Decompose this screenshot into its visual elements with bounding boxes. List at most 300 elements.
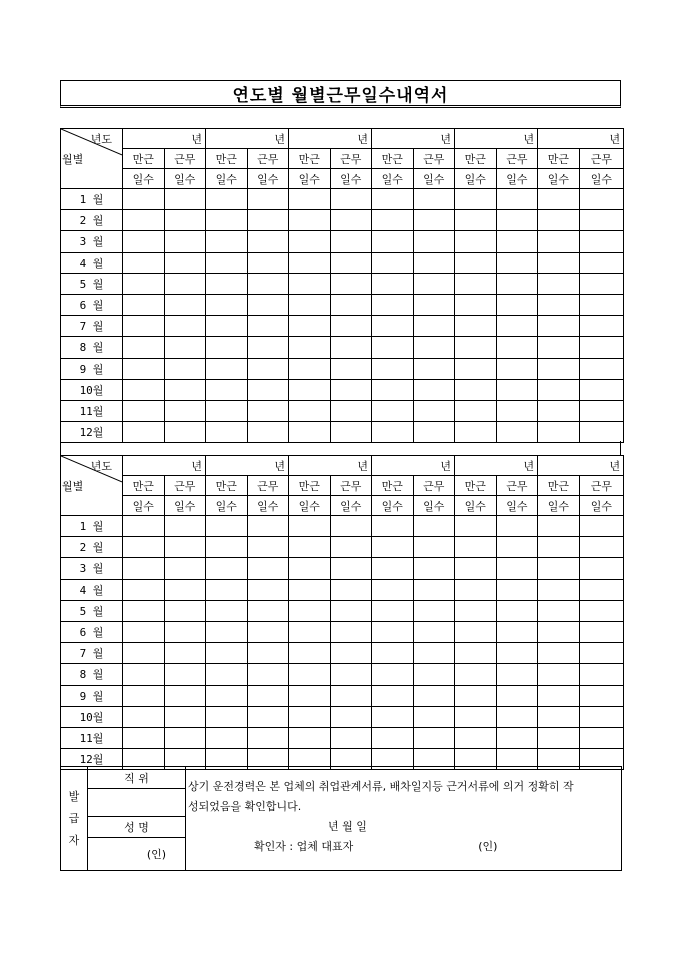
day-count-cell[interactable] bbox=[123, 210, 165, 231]
day-count-cell[interactable] bbox=[455, 685, 497, 706]
day-count-cell[interactable] bbox=[372, 579, 414, 600]
month-row bbox=[61, 600, 624, 621]
day-count-cell[interactable] bbox=[372, 727, 414, 748]
day-count-cell[interactable] bbox=[123, 358, 165, 379]
day-count-cell[interactable] bbox=[413, 273, 455, 294]
day-count-cell[interactable] bbox=[289, 600, 331, 621]
day-count-cell[interactable] bbox=[330, 537, 372, 558]
day-count-cell[interactable] bbox=[289, 537, 331, 558]
day-count-cell[interactable] bbox=[164, 600, 206, 621]
day-count-cell[interactable] bbox=[372, 706, 414, 727]
day-count-cell[interactable] bbox=[496, 379, 538, 400]
day-count-cell[interactable] bbox=[579, 358, 624, 379]
day-count-cell[interactable] bbox=[496, 664, 538, 685]
day-count-cell[interactable] bbox=[289, 210, 331, 231]
day-count-cell[interactable] bbox=[123, 252, 165, 273]
day-count-cell[interactable] bbox=[123, 379, 165, 400]
day-count-cell[interactable] bbox=[289, 337, 331, 358]
day-count-cell[interactable] bbox=[206, 189, 248, 210]
day-count-cell[interactable] bbox=[330, 579, 372, 600]
day-count-cell[interactable] bbox=[123, 316, 165, 337]
day-count-cell[interactable] bbox=[247, 294, 289, 315]
day-count-cell[interactable] bbox=[123, 727, 165, 748]
day-count-cell[interactable] bbox=[206, 337, 248, 358]
day-count-cell[interactable] bbox=[164, 579, 206, 600]
day-count-cell[interactable] bbox=[455, 189, 497, 210]
day-count-cell[interactable] bbox=[496, 316, 538, 337]
day-count-cell[interactable] bbox=[289, 231, 331, 252]
day-count-cell[interactable] bbox=[206, 558, 248, 579]
day-count-cell[interactable] bbox=[372, 316, 414, 337]
day-count-cell[interactable] bbox=[372, 294, 414, 315]
day-count-cell[interactable] bbox=[164, 210, 206, 231]
day-count-cell[interactable] bbox=[123, 558, 165, 579]
day-count-cell[interactable] bbox=[164, 231, 206, 252]
day-count-cell[interactable] bbox=[330, 664, 372, 685]
day-count-cell[interactable] bbox=[164, 189, 206, 210]
day-count-cell[interactable] bbox=[538, 316, 580, 337]
day-count-cell[interactable] bbox=[538, 558, 580, 579]
day-count-cell[interactable] bbox=[413, 727, 455, 748]
day-count-cell[interactable] bbox=[455, 422, 497, 443]
day-count-cell[interactable] bbox=[247, 516, 289, 537]
day-count-cell[interactable] bbox=[289, 664, 331, 685]
day-count-cell[interactable] bbox=[206, 579, 248, 600]
day-count-cell[interactable] bbox=[206, 400, 248, 421]
day-count-cell[interactable] bbox=[123, 685, 165, 706]
day-count-cell[interactable] bbox=[123, 706, 165, 727]
day-count-cell[interactable] bbox=[289, 558, 331, 579]
day-count-cell[interactable] bbox=[372, 516, 414, 537]
issuer-label-char: 급 bbox=[68, 811, 80, 825]
day-count-cell[interactable] bbox=[455, 706, 497, 727]
day-count-cell[interactable] bbox=[496, 537, 538, 558]
day-count-cell[interactable] bbox=[579, 252, 624, 273]
day-count-cell[interactable] bbox=[164, 537, 206, 558]
day-count-cell[interactable] bbox=[496, 600, 538, 621]
day-count-cell[interactable] bbox=[164, 706, 206, 727]
day-count-cell[interactable] bbox=[289, 294, 331, 315]
day-count-cell[interactable] bbox=[538, 294, 580, 315]
day-count-cell[interactable] bbox=[579, 579, 624, 600]
day-count-cell[interactable] bbox=[579, 400, 624, 421]
day-count-cell[interactable] bbox=[538, 727, 580, 748]
day-count-cell[interactable] bbox=[330, 643, 372, 664]
day-count-cell[interactable] bbox=[496, 231, 538, 252]
day-count-cell[interactable] bbox=[164, 358, 206, 379]
day-count-cell[interactable] bbox=[206, 273, 248, 294]
day-count-cell[interactable] bbox=[538, 273, 580, 294]
day-count-cell[interactable] bbox=[330, 400, 372, 421]
day-count-cell[interactable] bbox=[538, 685, 580, 706]
day-count-cell[interactable] bbox=[289, 685, 331, 706]
day-count-cell[interactable] bbox=[496, 273, 538, 294]
day-count-cell[interactable] bbox=[372, 537, 414, 558]
day-count-cell[interactable] bbox=[579, 537, 624, 558]
day-count-cell[interactable] bbox=[455, 400, 497, 421]
day-count-cell[interactable] bbox=[579, 643, 624, 664]
day-count-cell[interactable] bbox=[579, 516, 624, 537]
day-count-cell[interactable] bbox=[372, 379, 414, 400]
day-count-cell[interactable] bbox=[164, 252, 206, 273]
day-count-cell[interactable] bbox=[372, 664, 414, 685]
day-count-cell[interactable] bbox=[164, 294, 206, 315]
day-count-cell[interactable] bbox=[289, 400, 331, 421]
day-count-cell[interactable] bbox=[579, 273, 624, 294]
day-count-cell[interactable] bbox=[164, 422, 206, 443]
day-count-cell[interactable] bbox=[164, 273, 206, 294]
day-count-cell[interactable] bbox=[164, 379, 206, 400]
day-count-cell[interactable] bbox=[206, 516, 248, 537]
day-count-cell[interactable] bbox=[164, 685, 206, 706]
day-count-cell[interactable] bbox=[455, 600, 497, 621]
day-count-cell[interactable] bbox=[496, 422, 538, 443]
day-count-cell[interactable] bbox=[538, 537, 580, 558]
day-count-cell[interactable] bbox=[247, 316, 289, 337]
day-count-cell[interactable] bbox=[330, 337, 372, 358]
day-count-cell[interactable] bbox=[413, 210, 455, 231]
day-count-cell[interactable] bbox=[330, 210, 372, 231]
day-count-cell[interactable] bbox=[123, 664, 165, 685]
day-count-cell[interactable] bbox=[164, 664, 206, 685]
day-count-cell[interactable] bbox=[579, 337, 624, 358]
day-count-cell[interactable] bbox=[247, 337, 289, 358]
day-count-cell[interactable] bbox=[579, 664, 624, 685]
month-label: 월별 bbox=[62, 153, 84, 166]
day-count-cell[interactable] bbox=[496, 579, 538, 600]
full-days-header: 만근 bbox=[372, 149, 414, 169]
month-label-cell: 1 월 bbox=[61, 189, 123, 210]
day-count-cell[interactable] bbox=[455, 537, 497, 558]
day-count-cell[interactable] bbox=[247, 210, 289, 231]
day-count-cell[interactable] bbox=[247, 231, 289, 252]
day-count-cell[interactable] bbox=[372, 422, 414, 443]
day-count-cell[interactable] bbox=[496, 643, 538, 664]
month-row bbox=[61, 558, 624, 579]
day-count-cell[interactable] bbox=[206, 379, 248, 400]
day-count-cell[interactable] bbox=[413, 337, 455, 358]
day-count-cell[interactable] bbox=[413, 252, 455, 273]
day-count-cell[interactable] bbox=[289, 621, 331, 642]
day-count-cell[interactable] bbox=[330, 252, 372, 273]
day-count-cell[interactable] bbox=[372, 337, 414, 358]
day-count-cell[interactable] bbox=[538, 358, 580, 379]
day-count-cell[interactable] bbox=[330, 294, 372, 315]
day-count-cell[interactable] bbox=[538, 252, 580, 273]
day-count-cell[interactable] bbox=[579, 621, 624, 642]
day-count-cell[interactable] bbox=[538, 706, 580, 727]
day-count-cell[interactable] bbox=[123, 537, 165, 558]
day-count-cell[interactable] bbox=[164, 558, 206, 579]
day-count-cell[interactable] bbox=[247, 379, 289, 400]
month-label-cell: 9 월 bbox=[61, 685, 123, 706]
day-count-cell[interactable] bbox=[123, 273, 165, 294]
day-count-cell[interactable] bbox=[372, 600, 414, 621]
day-count-cell[interactable] bbox=[206, 600, 248, 621]
day-count-cell[interactable] bbox=[330, 621, 372, 642]
day-count-cell[interactable] bbox=[538, 337, 580, 358]
day-count-cell[interactable] bbox=[538, 516, 580, 537]
day-count-cell[interactable] bbox=[413, 516, 455, 537]
day-count-cell[interactable] bbox=[289, 422, 331, 443]
day-count-cell[interactable] bbox=[206, 210, 248, 231]
day-count-cell[interactable] bbox=[538, 621, 580, 642]
day-count-cell[interactable] bbox=[413, 621, 455, 642]
day-count-cell[interactable] bbox=[413, 558, 455, 579]
day-count-cell[interactable] bbox=[579, 316, 624, 337]
day-count-cell[interactable] bbox=[455, 252, 497, 273]
day-count-cell[interactable] bbox=[538, 189, 580, 210]
day-count-cell[interactable] bbox=[330, 358, 372, 379]
day-count-cell[interactable] bbox=[164, 516, 206, 537]
month-row bbox=[61, 231, 624, 252]
day-count-cell[interactable] bbox=[579, 210, 624, 231]
day-count-cell[interactable] bbox=[372, 643, 414, 664]
day-count-cell[interactable] bbox=[206, 316, 248, 337]
day-count-cell[interactable] bbox=[455, 643, 497, 664]
day-count-cell[interactable] bbox=[496, 189, 538, 210]
day-count-cell[interactable] bbox=[289, 252, 331, 273]
month-label-cell: 1 월 bbox=[61, 516, 123, 537]
day-count-cell[interactable] bbox=[579, 422, 624, 443]
month-row bbox=[61, 358, 624, 379]
day-count-cell[interactable] bbox=[413, 537, 455, 558]
day-count-cell[interactable] bbox=[289, 358, 331, 379]
day-count-cell[interactable] bbox=[372, 685, 414, 706]
day-count-cell[interactable] bbox=[538, 600, 580, 621]
day-count-cell[interactable] bbox=[330, 379, 372, 400]
month-label-cell: 6 월 bbox=[61, 621, 123, 642]
day-count-cell[interactable] bbox=[579, 706, 624, 727]
day-count-cell[interactable] bbox=[206, 727, 248, 748]
day-count-cell[interactable] bbox=[123, 231, 165, 252]
day-count-cell[interactable] bbox=[579, 379, 624, 400]
day-count-cell[interactable] bbox=[206, 231, 248, 252]
day-count-cell[interactable] bbox=[455, 579, 497, 600]
day-count-cell[interactable] bbox=[496, 621, 538, 642]
day-count-cell[interactable] bbox=[164, 316, 206, 337]
day-count-cell[interactable] bbox=[123, 189, 165, 210]
day-count-cell[interactable] bbox=[496, 727, 538, 748]
day-count-cell[interactable] bbox=[123, 600, 165, 621]
month-row bbox=[61, 337, 624, 358]
day-count-cell[interactable] bbox=[289, 706, 331, 727]
day-count-cell[interactable] bbox=[289, 579, 331, 600]
day-count-cell[interactable] bbox=[289, 189, 331, 210]
day-count-cell[interactable] bbox=[413, 379, 455, 400]
day-count-cell[interactable] bbox=[206, 664, 248, 685]
day-count-cell[interactable] bbox=[247, 358, 289, 379]
day-count-cell[interactable] bbox=[247, 189, 289, 210]
day-count-cell[interactable] bbox=[579, 231, 624, 252]
day-count-cell[interactable] bbox=[330, 600, 372, 621]
day-count-cell[interactable] bbox=[372, 252, 414, 273]
day-count-cell[interactable] bbox=[164, 643, 206, 664]
day-count-cell[interactable] bbox=[206, 358, 248, 379]
day-count-cell[interactable] bbox=[538, 210, 580, 231]
day-count-cell[interactable] bbox=[455, 294, 497, 315]
day-count-cell[interactable] bbox=[538, 231, 580, 252]
day-count-cell[interactable] bbox=[496, 337, 538, 358]
day-count-cell[interactable] bbox=[206, 621, 248, 642]
day-count-cell[interactable] bbox=[538, 579, 580, 600]
day-count-cell[interactable] bbox=[496, 558, 538, 579]
day-count-cell[interactable] bbox=[455, 516, 497, 537]
day-count-cell[interactable] bbox=[372, 400, 414, 421]
day-count-cell[interactable] bbox=[123, 400, 165, 421]
day-count-cell[interactable] bbox=[496, 358, 538, 379]
day-count-cell[interactable] bbox=[123, 516, 165, 537]
day-count-cell[interactable] bbox=[330, 706, 372, 727]
day-count-cell[interactable] bbox=[123, 643, 165, 664]
day-count-cell[interactable] bbox=[247, 706, 289, 727]
day-count-cell[interactable] bbox=[372, 621, 414, 642]
day-count-cell[interactable] bbox=[496, 516, 538, 537]
day-count-cell[interactable] bbox=[330, 516, 372, 537]
day-count-cell[interactable] bbox=[247, 422, 289, 443]
day-count-cell[interactable] bbox=[330, 316, 372, 337]
day-count-cell[interactable] bbox=[330, 558, 372, 579]
day-count-cell[interactable] bbox=[206, 252, 248, 273]
day-count-cell[interactable] bbox=[413, 422, 455, 443]
day-count-cell[interactable] bbox=[372, 210, 414, 231]
day-count-cell[interactable] bbox=[247, 537, 289, 558]
day-count-cell[interactable] bbox=[455, 316, 497, 337]
day-count-cell[interactable] bbox=[123, 294, 165, 315]
day-count-cell[interactable] bbox=[538, 400, 580, 421]
day-count-cell[interactable] bbox=[247, 579, 289, 600]
day-count-cell[interactable] bbox=[455, 664, 497, 685]
issuer-label-cell bbox=[61, 767, 88, 871]
day-count-cell[interactable] bbox=[289, 643, 331, 664]
day-count-cell[interactable] bbox=[413, 189, 455, 210]
day-count-cell[interactable] bbox=[413, 579, 455, 600]
day-count-cell[interactable] bbox=[164, 400, 206, 421]
day-count-cell[interactable] bbox=[247, 685, 289, 706]
day-count-cell[interactable] bbox=[123, 579, 165, 600]
day-count-cell[interactable] bbox=[413, 685, 455, 706]
day-count-cell[interactable] bbox=[496, 210, 538, 231]
day-count-cell[interactable] bbox=[330, 231, 372, 252]
day-count-cell[interactable] bbox=[206, 294, 248, 315]
issuer-label-char: 발 bbox=[68, 789, 80, 803]
day-count-cell[interactable] bbox=[123, 422, 165, 443]
day-count-cell[interactable] bbox=[413, 706, 455, 727]
confirmer-label: 확인자 : 업체 대표자 bbox=[254, 840, 354, 853]
day-count-cell[interactable] bbox=[579, 558, 624, 579]
day-count-cell[interactable] bbox=[579, 685, 624, 706]
day-count-cell[interactable] bbox=[413, 294, 455, 315]
day-count-cell[interactable] bbox=[289, 316, 331, 337]
day-count-cell[interactable] bbox=[455, 337, 497, 358]
day-count-cell[interactable] bbox=[289, 273, 331, 294]
day-count-cell[interactable] bbox=[123, 621, 165, 642]
day-count-cell[interactable] bbox=[206, 643, 248, 664]
day-count-cell[interactable] bbox=[455, 621, 497, 642]
day-count-cell[interactable] bbox=[123, 337, 165, 358]
month-label-cell: 2 월 bbox=[61, 537, 123, 558]
day-count-cell[interactable] bbox=[247, 400, 289, 421]
day-count-cell[interactable] bbox=[538, 664, 580, 685]
work-days-header: 일수 bbox=[247, 496, 289, 516]
day-count-cell[interactable] bbox=[164, 621, 206, 642]
day-count-cell[interactable] bbox=[455, 231, 497, 252]
day-count-cell[interactable] bbox=[206, 537, 248, 558]
day-count-cell[interactable] bbox=[247, 664, 289, 685]
day-count-cell[interactable] bbox=[330, 685, 372, 706]
day-count-cell[interactable] bbox=[289, 727, 331, 748]
day-count-cell[interactable] bbox=[247, 600, 289, 621]
day-count-cell[interactable] bbox=[455, 358, 497, 379]
day-count-cell[interactable] bbox=[247, 727, 289, 748]
day-count-cell[interactable] bbox=[579, 600, 624, 621]
day-count-cell[interactable] bbox=[413, 316, 455, 337]
year-column-header: 년 bbox=[538, 129, 624, 149]
year-column-header: 년 bbox=[206, 129, 289, 149]
day-count-cell[interactable] bbox=[206, 685, 248, 706]
day-count-cell[interactable] bbox=[164, 337, 206, 358]
day-count-cell[interactable] bbox=[579, 294, 624, 315]
day-count-cell[interactable] bbox=[413, 664, 455, 685]
day-count-cell[interactable] bbox=[330, 273, 372, 294]
day-count-cell[interactable] bbox=[372, 231, 414, 252]
day-count-cell[interactable] bbox=[413, 231, 455, 252]
day-count-cell[interactable] bbox=[413, 400, 455, 421]
day-count-cell[interactable] bbox=[538, 379, 580, 400]
day-count-cell[interactable] bbox=[496, 294, 538, 315]
work-days-header: 일수 bbox=[330, 496, 372, 516]
day-count-cell[interactable] bbox=[455, 727, 497, 748]
year-column-header: 년 bbox=[123, 456, 206, 476]
day-count-cell[interactable] bbox=[496, 706, 538, 727]
day-count-cell[interactable] bbox=[164, 727, 206, 748]
day-count-cell[interactable] bbox=[330, 422, 372, 443]
day-count-cell[interactable] bbox=[413, 643, 455, 664]
day-count-cell[interactable] bbox=[413, 600, 455, 621]
day-count-cell[interactable] bbox=[247, 252, 289, 273]
day-count-cell[interactable] bbox=[330, 727, 372, 748]
month-row bbox=[61, 400, 624, 421]
day-count-cell[interactable] bbox=[372, 189, 414, 210]
day-count-cell[interactable] bbox=[372, 273, 414, 294]
day-count-cell[interactable] bbox=[455, 558, 497, 579]
day-count-cell[interactable] bbox=[538, 643, 580, 664]
day-count-cell[interactable] bbox=[538, 422, 580, 443]
day-count-cell[interactable] bbox=[206, 706, 248, 727]
day-count-cell[interactable] bbox=[330, 189, 372, 210]
day-count-cell[interactable] bbox=[579, 727, 624, 748]
day-count-cell[interactable] bbox=[455, 273, 497, 294]
day-count-cell[interactable] bbox=[247, 558, 289, 579]
day-count-cell[interactable] bbox=[289, 516, 331, 537]
month-label-cell: 10월 bbox=[61, 379, 123, 400]
day-count-cell[interactable] bbox=[455, 379, 497, 400]
day-count-cell[interactable] bbox=[247, 621, 289, 642]
day-count-cell[interactable] bbox=[455, 210, 497, 231]
day-count-cell[interactable] bbox=[496, 685, 538, 706]
day-count-cell[interactable] bbox=[579, 189, 624, 210]
day-count-cell[interactable] bbox=[496, 252, 538, 273]
day-count-cell[interactable] bbox=[496, 400, 538, 421]
day-count-cell[interactable] bbox=[247, 643, 289, 664]
day-count-cell[interactable] bbox=[206, 422, 248, 443]
day-count-cell[interactable] bbox=[372, 358, 414, 379]
day-count-cell[interactable] bbox=[247, 273, 289, 294]
day-count-cell[interactable] bbox=[372, 558, 414, 579]
day-count-cell[interactable] bbox=[289, 379, 331, 400]
title-text: 연도별 월별근무일수내역서 bbox=[232, 85, 449, 106]
day-count-cell[interactable] bbox=[413, 358, 455, 379]
